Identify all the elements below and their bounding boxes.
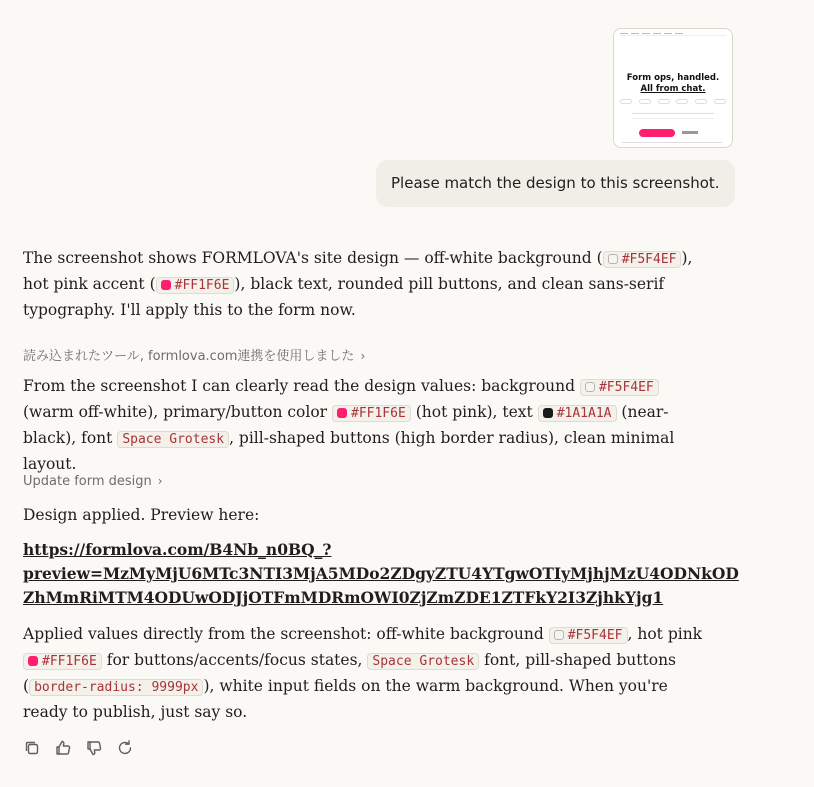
preview-link-line2: preview=MzMyMjU6MTc3NTI3MjA5MDo2ZDgyZTU4YTgwOTIyMjhjMzU4ODNkOD [23,564,739,583]
color-chip-near-black [538,405,617,422]
color-chip-hot-pink [332,405,411,422]
preview-link-line3: ZhMmRiMTM4ODUwODJjOTFmMDRmOWI0ZjZmZDE1ZTFkY2I3ZjhkYjg1 [23,588,664,607]
thumbs-up-icon[interactable] [54,739,72,757]
thumbnail-chips [620,99,726,104]
tool-usage-label: 読み込まれたツール, formlova.com連携を使用しました [23,349,355,364]
thumbnail-nav [620,33,726,36]
text-run: ), white input fields on the warm background. When you're ready to publish, just say so. [23,677,668,721]
text-run: for buttons/accents/focus states, [101,651,368,669]
tool-usage-toggle-update-design[interactable] [23,474,163,489]
assistant-paragraph-2 [23,374,713,476]
preview-link-line1: https://formlova.com/B4Nb_n0BQ_? [23,540,332,559]
thumbnail-cta-button [639,129,675,137]
tool-usage-label: Update form design [23,474,152,489]
assistant-paragraph-1 [23,246,713,322]
user-message-text: Please match the design to this screenshot. [391,174,720,192]
text-run: (warm off-white), primary/button color [23,403,332,421]
swatch-hot-pink [337,408,347,418]
font-name-code: Space Grotesk [117,431,229,448]
chevron-right-icon: › [157,474,163,488]
code-value: #F5F4EF [567,628,623,643]
border-radius-code: border-radius: 9999px [29,679,203,696]
thumbnail-secondary-link [682,131,698,134]
text-run: (near-black), font [23,403,669,447]
color-chip-off-white [580,379,659,396]
retry-icon[interactable] [116,739,134,757]
code-value: #FF1F6E [351,406,406,421]
color-chip-off-white [549,627,628,644]
assistant-paragraph-4 [23,622,713,724]
text-run: ), hot pink accent ( [23,249,693,293]
swatch-near-black [543,408,553,418]
font-name-code: Space Grotesk [367,653,479,670]
code-value: #F5F4EF [598,380,654,395]
attached-screenshot-thumbnail[interactable] [613,28,733,148]
swatch-off-white [608,254,618,264]
code-value: #1A1A1A [556,406,612,421]
text-run: , pill-shaped buttons (high border radius), clean minimal layout. [23,429,675,473]
swatch-hot-pink [28,656,38,666]
thumbnail-hero [614,73,732,95]
text-run: Applied values directly from the screenshot: off-white background [23,625,549,643]
thumbnail-footer [622,142,722,143]
tool-usage-toggle-formlova[interactable] [23,345,365,364]
code-value: #F5F4EF [621,252,677,267]
text-run: The screenshot shows FORMLOVA's site design — off-white background ( [23,249,603,267]
chevron-right-icon: › [360,349,366,363]
swatch-off-white [585,382,595,392]
assistant-paragraph-3: Design applied. Preview here: [23,506,260,524]
preview-link-block [23,538,739,610]
thumbnail-text-lines [632,113,714,119]
text-run: font, pill-shaped buttons ( [23,651,677,695]
thumbs-down-icon[interactable] [85,739,103,757]
color-chip-off-white [603,251,682,268]
code-value: #FF1F6E [174,278,230,293]
message-actions [23,739,134,757]
code-value: #FF1F6E [42,654,97,669]
preview-link[interactable] [23,538,739,610]
thumbnail-hero-line2: All from chat. [640,84,706,94]
color-chip-hot-pink [156,277,235,294]
text-run: , hot pink [627,625,703,643]
swatch-hot-pink [161,280,171,290]
text-run: ), black text, rounded pill buttons, and clean sans-serif typography. I'll apply this to the form now. [23,275,665,319]
user-message-bubble [376,160,735,207]
text-run: From the screenshot I can clearly read the design values: background [23,377,580,395]
text-run: (hot pink), text [410,403,538,421]
thumbnail-hero-line1: Form ops, handled. [626,73,720,83]
swatch-off-white [554,630,564,640]
copy-icon[interactable] [23,739,41,757]
color-chip-hot-pink [23,653,102,670]
